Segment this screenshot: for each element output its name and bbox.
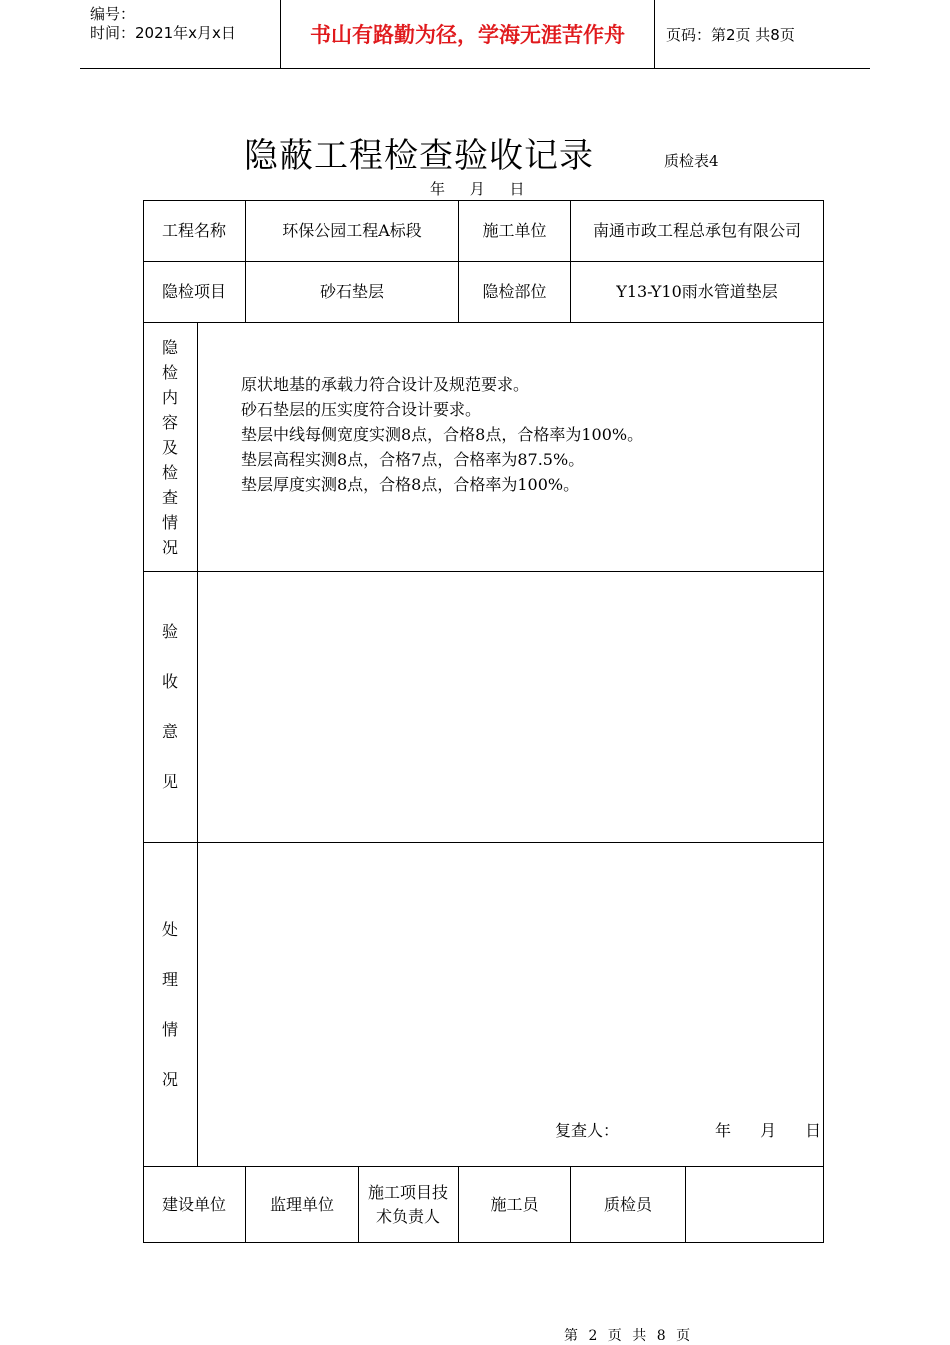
header-meta bbox=[80, 0, 281, 68]
sign-supervisor: 监理单位 bbox=[269, 1194, 334, 1214]
acceptance-label-char: 收 bbox=[161, 672, 178, 691]
form-title: 隐蔽工程检查验收记录 bbox=[244, 136, 594, 176]
content-label-char: 及 bbox=[161, 437, 178, 457]
sign-construction-owner: 建设单位 bbox=[161, 1194, 226, 1214]
row-divider bbox=[143, 842, 824, 843]
location-label: 隐检部位 bbox=[482, 282, 547, 301]
page-footer: 第 2 页 共 8 页 bbox=[564, 1328, 691, 1344]
col-divider bbox=[685, 1166, 686, 1243]
page-header bbox=[80, 0, 870, 69]
handling-label-char: 情 bbox=[161, 1019, 178, 1039]
acceptance-label-char: 见 bbox=[161, 772, 178, 791]
content-label-char: 情 bbox=[161, 512, 178, 532]
acceptance-label bbox=[143, 572, 197, 842]
sign-quality-inspector: 质检员 bbox=[603, 1194, 652, 1214]
content-line: 垫层中线每侧宽度实测8点，合格8点，合格率为100%。 bbox=[241, 425, 644, 444]
sign-constructor: 施工员 bbox=[490, 1194, 539, 1214]
form-date: 年 月 日 bbox=[430, 180, 525, 198]
handling-label-char: 况 bbox=[161, 1069, 178, 1089]
time-label: 时间：2021年x月x日 bbox=[90, 24, 236, 42]
inspection-table bbox=[143, 200, 824, 1243]
content-label-char: 查 bbox=[161, 487, 178, 507]
handling-label bbox=[143, 843, 197, 1166]
header-page-info: 页码：第2页 共8页 bbox=[666, 25, 795, 44]
number-label: 编号： bbox=[90, 5, 136, 23]
content-label-char: 隐 bbox=[161, 337, 178, 357]
acceptance-label-char: 验 bbox=[161, 622, 178, 641]
construction-unit-value: 南通市政工程总承包有限公司 bbox=[592, 220, 801, 240]
form-number: 质检表4 bbox=[664, 152, 719, 170]
row-divider bbox=[143, 322, 824, 323]
row-divider bbox=[143, 571, 824, 572]
content-label bbox=[143, 323, 197, 571]
content-line: 原状地基的承载力符合设计及规范要求。 bbox=[241, 375, 530, 394]
col-divider bbox=[197, 322, 198, 1166]
project-name-label: 工程名称 bbox=[161, 220, 226, 240]
handling-label-char: 理 bbox=[161, 969, 178, 989]
content-label-char: 检 bbox=[161, 362, 178, 382]
content-label-char: 内 bbox=[161, 387, 178, 407]
content-line: 垫层高程实测8点，合格7点，合格率为87.5%。 bbox=[241, 450, 585, 469]
header-motto: 书山有路勤为径，学海无涯苦作舟 bbox=[281, 0, 655, 68]
content-label-char: 检 bbox=[161, 462, 178, 482]
inspection-content bbox=[241, 372, 643, 497]
acceptance-label-char: 意 bbox=[161, 722, 178, 741]
reviewer-label: 复查人： bbox=[555, 1121, 620, 1140]
content-label-char: 况 bbox=[161, 537, 178, 557]
location-value: Y13-Y10雨水管道垫层 bbox=[616, 282, 778, 301]
sign-technical-lead: 施工项目技术负责人 bbox=[367, 1182, 448, 1226]
item-label: 隐检项目 bbox=[161, 282, 226, 301]
col-divider bbox=[358, 1166, 359, 1243]
item-value: 砂石垫层 bbox=[319, 282, 384, 301]
construction-unit-label: 施工单位 bbox=[482, 220, 547, 240]
project-name-value: 环保公园工程A标段 bbox=[282, 220, 422, 240]
content-line: 垫层厚度实测8点，合格8点，合格率为100%。 bbox=[241, 475, 580, 494]
handling-label-char: 处 bbox=[161, 919, 178, 939]
table-border-right bbox=[823, 200, 824, 1243]
reviewer-date: 年 月 日 bbox=[715, 1121, 822, 1140]
content-label-char: 容 bbox=[161, 412, 178, 432]
content-line: 砂石垫层的压实度符合设计要求。 bbox=[241, 400, 482, 419]
